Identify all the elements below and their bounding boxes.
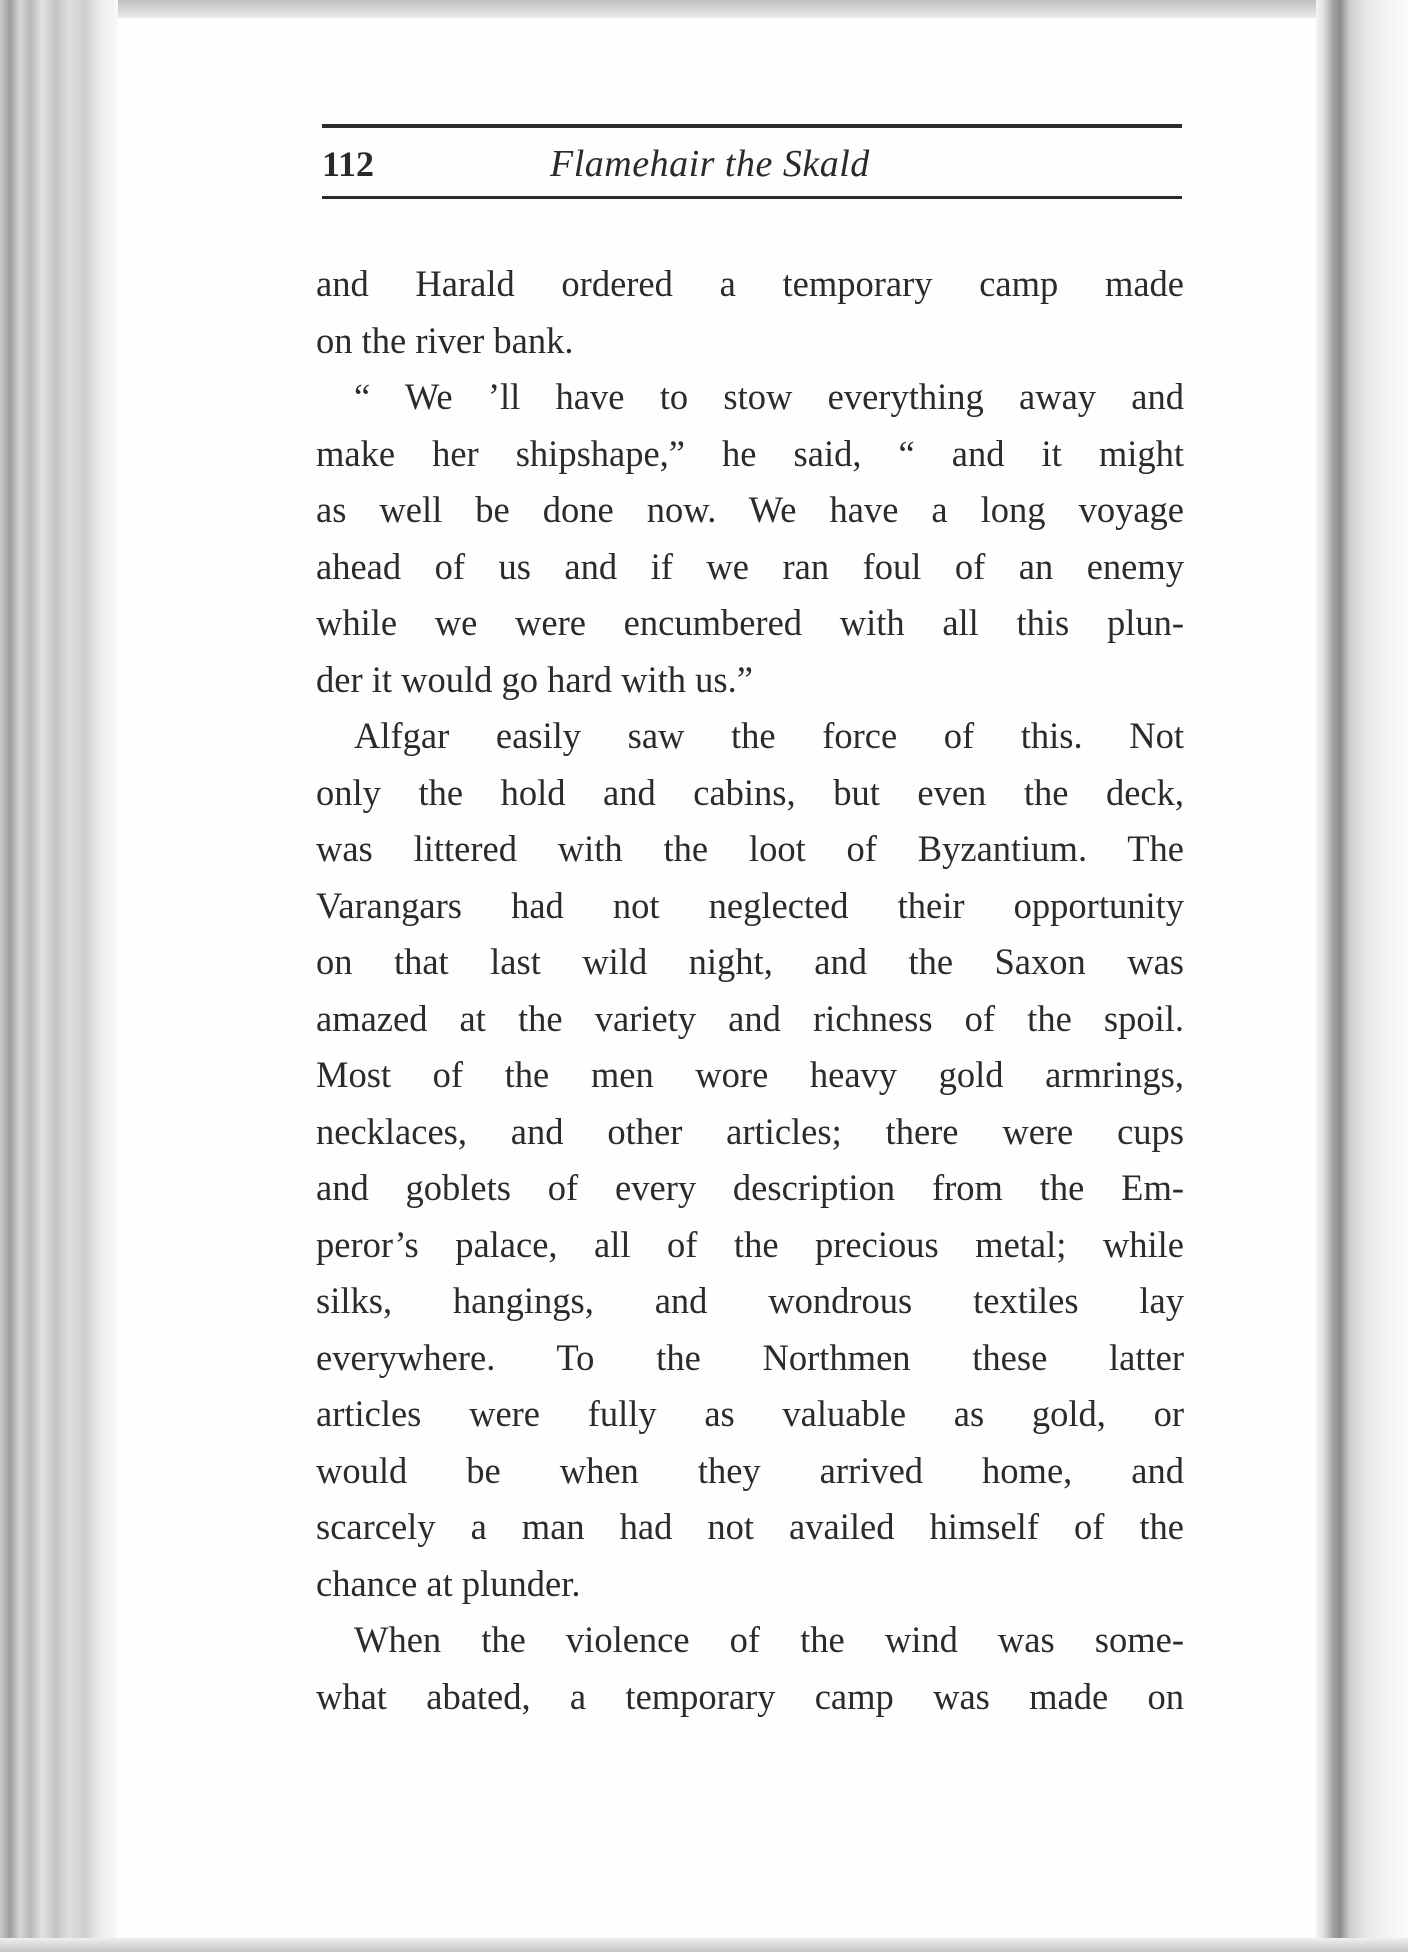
text-line: necklaces, and other articles; there were cups <box>316 1110 1184 1152</box>
text-line: amazed at the variety and richness of the spoil. <box>316 997 1184 1039</box>
running-head <box>322 138 1182 190</box>
text-line: on the river bank. <box>316 319 574 361</box>
book-left-page-edges <box>0 0 118 1952</box>
text-line: Varangars had not neglected their opportunity <box>316 884 1184 926</box>
text-line: der it would go hard with us.” <box>316 658 753 700</box>
text-line: would be when they arrived home, and <box>316 1449 1184 1491</box>
text-line: and Harald ordered a temporary camp made <box>316 263 1184 304</box>
text-line: silks, hangings, and wondrous textiles lay <box>316 1280 1184 1321</box>
text-line: and goblets of every description from the Em- <box>316 1167 1184 1208</box>
text-line: peror’s palace, all of the precious metal; while <box>316 1223 1184 1265</box>
scan-top-edge <box>0 0 1408 18</box>
text-line: ahead of us and if we ran foul of an enemy <box>316 545 1184 587</box>
text-line: scarcely a man had not availed himself of the <box>316 1506 1184 1547</box>
page-number: 112 <box>322 144 375 184</box>
header-bottom-rule <box>322 196 1182 199</box>
text-line: while we were encumbered with all this plun- <box>316 602 1184 643</box>
text-line: chance at plunder. <box>316 1562 581 1604</box>
text-line: When the violence of the wind was some- <box>354 1619 1184 1660</box>
book-title: Flamehair the Skald <box>550 143 870 185</box>
body-text <box>316 256 1184 1725</box>
text-line: as well be done now. We have a long voyage <box>316 489 1184 530</box>
text-line: was littered with the loot of Byzantium. The <box>316 828 1184 869</box>
text-line: make her shipshape,” he said, “ and it might <box>316 432 1184 474</box>
text-line: on that last wild night, and the Saxon was <box>316 941 1184 982</box>
text-line: Alfgar easily saw the force of this. Not <box>354 715 1184 756</box>
book-right-page-edges <box>1316 0 1408 1952</box>
scan-bottom-edge <box>0 1938 1408 1952</box>
text-line: everywhere. To the Northmen these latter <box>316 1336 1184 1378</box>
text-line: Most of the men wore heavy gold armrings, <box>316 1054 1184 1095</box>
text-line: “ We ’ll have to stow everything away and <box>354 376 1184 417</box>
header-top-rule <box>322 124 1182 128</box>
text-line: what abated, a temporary camp was made on <box>316 1675 1184 1717</box>
text-line: articles were fully as valuable as gold, or <box>316 1393 1184 1434</box>
text-line: only the hold and cabins, but even the deck, <box>316 771 1184 813</box>
